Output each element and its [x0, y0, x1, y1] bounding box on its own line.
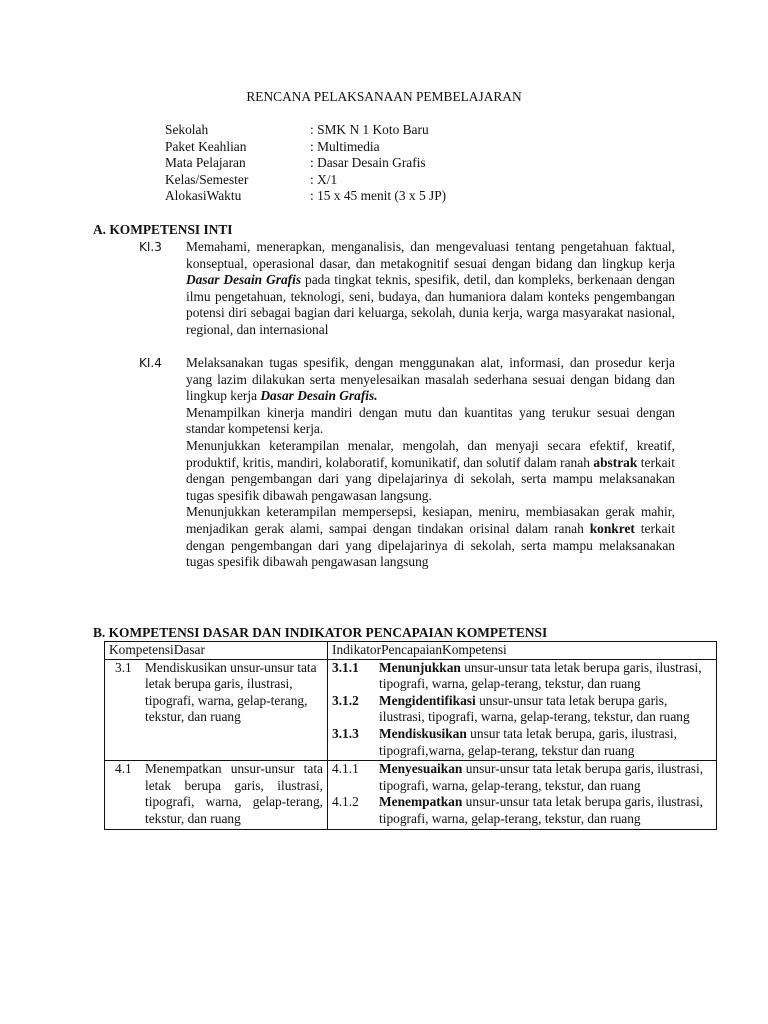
info-key: Paket Keahlian: [165, 138, 247, 154]
indicator-item: [332, 660, 712, 693]
info-row-sekolah: [165, 122, 446, 139]
info-block: [165, 122, 446, 205]
indicator-number: 3.1.1: [332, 659, 359, 675]
indicator-body: unsur tata letak berupa, garis, ilustrasi, tipografi,warna, gelap-terang, tekstur dan ruang: [379, 725, 677, 758]
kd-cell: [105, 761, 328, 829]
info-row-kelas-semester: [165, 172, 446, 189]
indicator-body: unsur-unsur tata letak berupa garis, ilustrasi, tipografi, warna, gelap-terang, tekstur, dan ruang: [379, 659, 702, 692]
ki4-block: [139, 355, 675, 571]
info-value: : Dasar Desain Grafis: [310, 155, 426, 171]
kd-number: 3.1: [115, 659, 132, 675]
table-header-row: [105, 642, 717, 660]
indicator-item: [332, 794, 712, 827]
ki4-p3-bold: abstrak: [593, 454, 638, 470]
indicator-number: 3.1.2: [332, 692, 359, 708]
ki4-paragraph-3: [186, 438, 675, 504]
kompetensi-table: [104, 641, 717, 830]
indicator-verb: Menunjukkan: [379, 659, 461, 675]
indicator-text: [379, 794, 712, 827]
ki3-block: [139, 239, 675, 339]
indicator-item: [332, 693, 712, 726]
info-value: : Multimedia: [310, 138, 380, 154]
kd-number: 4.1: [115, 761, 132, 777]
indicator-body: unsur-unsur tata letak berupa garis, ilustrasi, tipografi, warna, gelap-terang, tekstur, dan ruang: [379, 692, 690, 725]
ki3-emphasis: Dasar Desain Grafis: [186, 272, 302, 288]
ki4-p4-bold: konkret: [589, 520, 635, 536]
indicator-body: unsur-unsur tata letak berupa garis, ilustrasi, tipografi, warna, gelap-terang, tekstur, dan ruang: [379, 794, 704, 826]
indicator-body: unsur-unsur tata letak berupa garis, ilustrasi, tipografi, warna, gelap-terang, tekstur, dan ruang: [379, 761, 704, 793]
indicator-cell: [328, 761, 717, 829]
ki4-p1-emphasis: Dasar Desain Grafis.: [260, 388, 378, 404]
info-row-paket-keahlian: [165, 139, 446, 156]
ki3-text-before: Memahami, menerapkan, menganalisis, dan mengevaluasi tentang pengetahuan faktual, konseptual, operasional dasar, dan metakognitif sesuai dengan bidang dan lingkup kerja: [186, 239, 675, 271]
ki3-code: KI.3: [139, 240, 162, 254]
info-row-alokasi-waktu: [165, 188, 446, 205]
section-b-heading: B. KOMPETENSI DASAR DAN INDIKATOR PENCAPAIAN KOMPETENSI: [93, 625, 548, 640]
ki4-paragraph-1: [186, 355, 675, 405]
kd-cell: [105, 659, 328, 761]
info-key: Kelas/Semester: [165, 171, 249, 187]
info-key: AlokasiWaktu: [165, 188, 242, 204]
kd-text: Mendiskusikan unsur-unsur tata letak berupa garis, ilustrasi, tipografi, warna, gelap-terang, tekstur, dan ruang: [145, 659, 317, 725]
info-key: Sekolah: [165, 122, 209, 137]
indicator-text: [379, 660, 712, 693]
kd-text: Menempatkan unsur-unsur tata letak berupa garis, ilustrasi, tipografi, warna, gelap-terang, tekstur, dan ruang: [145, 761, 323, 826]
indicator-item: [332, 726, 712, 759]
ki3-paragraph: [186, 239, 675, 339]
ki4-code: KI.4: [139, 356, 162, 370]
ki4-p3-text-before: Menunjukkan keterampilan menalar, mengolah, dan menyaji secara efektif, kreatif, produktif, kritis, mandiri, kolaboratif, komunikatif, dan solutif dalam ranah: [186, 437, 675, 470]
indicator-cell: [328, 659, 717, 761]
ki4-text: [186, 355, 675, 571]
ki4-p4-text-after: terkait dengan pengembangan dari yang dipelajarinya di sekolah, serta mampu melaksanakan tugas spesifik dibawah pengawasan langsung: [186, 520, 675, 570]
info-row-mata-pelajaran: [165, 155, 446, 172]
indicator-text: [379, 693, 712, 726]
ki4-p1-text: Melaksanakan tugas spesifik, dengan menggunakan alat, informasi, dan prosedur kerja yang lazim dilakukan serta menyelesaikan masalah sederhana sesuai dengan bidang dan lingkup kerja: [186, 355, 675, 404]
indicator-item: [332, 761, 712, 794]
ki4-paragraph-2: Menampilkan kinerja mandiri dengan mutu dan kuantitas yang terukur sesuai dengan standar kompetensi kerja.: [186, 404, 675, 437]
indicator-text: [379, 726, 712, 759]
info-value: : X/1: [310, 171, 338, 187]
indicator-number: 4.1.2: [332, 794, 359, 810]
info-key: Mata Pelajaran: [165, 155, 246, 171]
indicator-number: 4.1.1: [332, 761, 359, 777]
indicator-verb: Menyesuaikan: [379, 761, 463, 777]
col-header-indikator: IndikatorPencapaianKompetensi: [328, 642, 717, 660]
info-value: : 15 x 45 menit (3 x 5 JP): [310, 188, 447, 204]
ki4-paragraph-4: [186, 504, 675, 570]
document-title: RENCANA PELAKSANAAN PEMBELAJARAN: [246, 89, 522, 104]
indicator-verb: Mendiskusikan: [379, 725, 467, 741]
ki3-text: [186, 239, 675, 339]
ki3-text-after: pada tingkat teknis, spesifik, detil, dan kompleks, berkenaan dengan ilmu pengetahuan, teknologi, seni, budaya, dan humaniora dalam konteks pengembangan potensi diri sebagai bagian dari keluarga, sekolah, dunia kerja, warga masyarakat nasional, regional, dan internasional: [186, 272, 675, 337]
col-header-kompetensi-dasar: KompetensiDasar: [105, 642, 328, 660]
indicator-text: [379, 761, 712, 794]
info-value: : SMK N 1 Koto Baru: [310, 122, 429, 137]
section-a-heading: A. KOMPETENSI INTI: [93, 222, 233, 237]
table-row: [105, 659, 717, 761]
table-row: [105, 761, 717, 829]
ki4-p4-text-before: Menunjukkan keterampilan mempersepsi, kesiapan, meniru, membiasakan gerak mahir, menjadikan gerak alami, sampai dengan tindakan orisinal dalam ranah: [186, 504, 675, 536]
indicator-verb: Mengidentifikasi: [379, 692, 476, 708]
indicator-verb: Menempatkan: [379, 794, 463, 810]
ki4-p3-text-after: terkait dengan pengembangan dari yang dipelajarinya di sekolah, serta mampu melaksanakan tugas spesifik dibawah pengawasan langsung.: [186, 454, 675, 503]
indicator-number: 3.1.3: [332, 725, 359, 741]
